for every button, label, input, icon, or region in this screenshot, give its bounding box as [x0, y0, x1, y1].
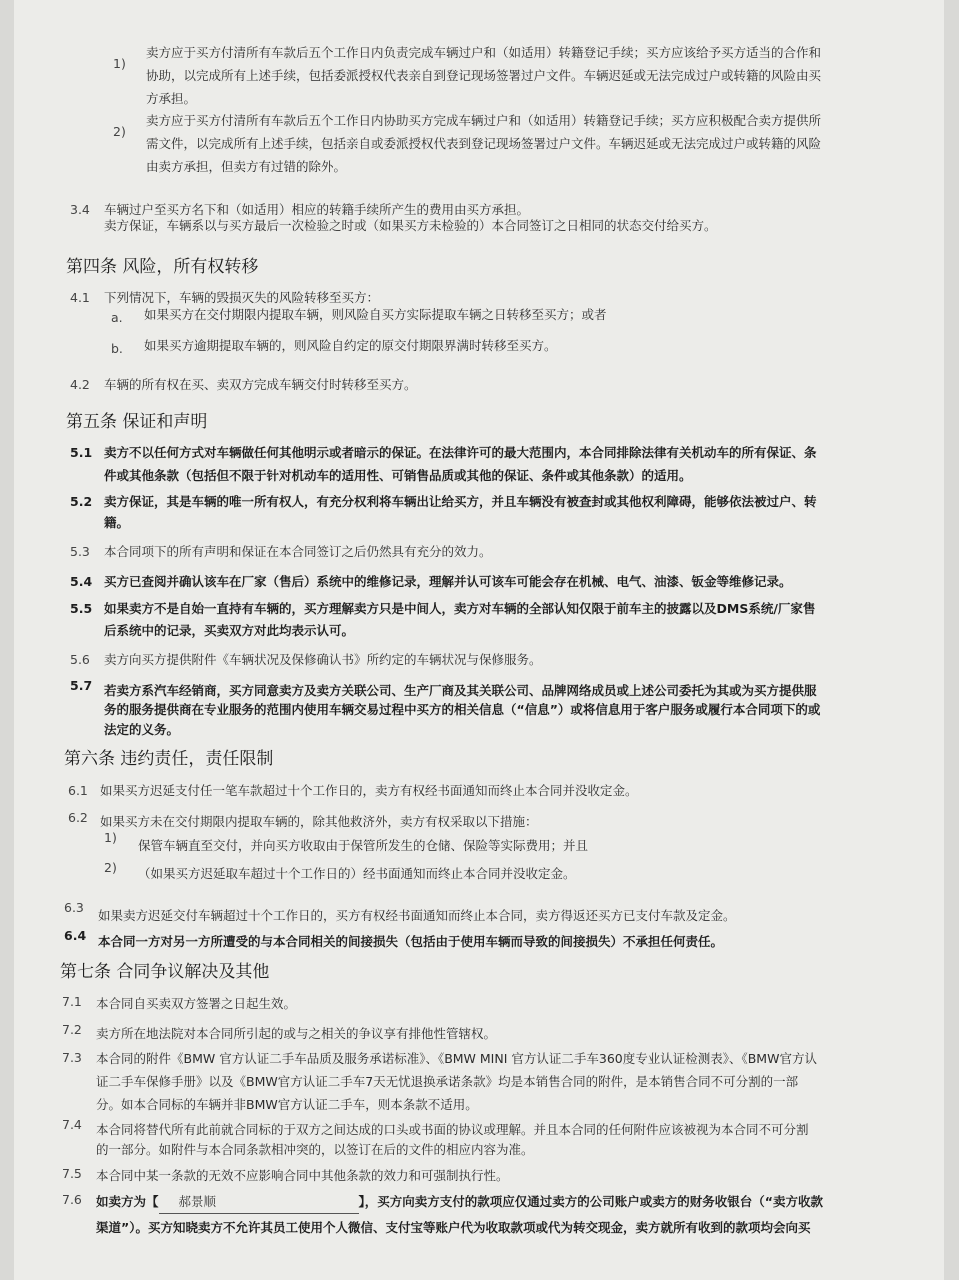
- clause-number: 5.2: [70, 494, 93, 509]
- clause-number: 5.3: [70, 544, 90, 559]
- item-line: 需文件，以完成所有上述手续，包括亲自或委派授权代表到登记现场签署过户文件。车辆迟延或无法完成过户或转籍的风险: [146, 136, 822, 151]
- item-line: （如果买方迟延取车超过十个工作日的）经书面通知而终止本合同并没收定金。: [138, 866, 576, 881]
- clause-number: 7.6: [62, 1192, 82, 1207]
- clause-number: 7.2: [62, 1022, 82, 1037]
- item-number: b.: [111, 341, 123, 356]
- item-number: 2): [104, 860, 117, 875]
- article-heading: 第六条 违约责任，责任限制: [64, 749, 274, 769]
- item-number: a.: [111, 310, 123, 325]
- clause-number: 3.4: [70, 202, 90, 217]
- clause-line: 卖方保证，车辆系以与买方最后一次检验之时或（如果买方未检验的）本合同签订之日相同的状态交付给买方。: [104, 218, 717, 233]
- clause-number: 5.6: [70, 652, 90, 667]
- clause-line: 若卖方系汽车经销商，买方同意卖方及卖方关联公司、生产厂商及其关联公司、品牌网络成员或上述公司委托为其或为买方提供服: [104, 683, 817, 698]
- clause-line: 卖方不以任何方式对车辆做任何其他明示或者暗示的保证。在法律许可的最大范围内，本合同排除法律有关机动车的所有保证、条: [104, 445, 817, 460]
- clause-line: 买方已查阅并确认该车在厂家（售后）系统中的维修记录，理解并认可该车可能会存在机械、电气、油漆、钣金等维修记录。: [104, 574, 792, 589]
- clause-line: 卖方保证，其是车辆的唯一所有权人，有充分权利将车辆出让给买方，并且车辆没有被查封或其他权利障碍，能够依法被过户、转: [104, 494, 817, 509]
- clause-number: 7.1: [62, 994, 82, 1009]
- clause-line: 下列情况下，车辆的毁损灭失的风险转移至买方：: [104, 290, 380, 305]
- clause-line: 本合同项下的所有声明和保证在本合同签订之后仍然具有充分的效力。: [104, 544, 492, 559]
- clause-number: 4.1: [70, 290, 90, 305]
- clause-number: 4.2: [70, 377, 90, 392]
- clause-line: 车辆过户至买方名下和（如适用）相应的转籍手续所产生的费用由买方承担。: [104, 202, 530, 217]
- clause-number: 6.4: [64, 928, 87, 943]
- clause-line: 本合同自买卖双方签署之日起生效。: [96, 996, 297, 1011]
- contract-page: [14, 0, 944, 1280]
- clause-line: 卖方向买方提供附件《车辆状况及保修确认书》所约定的车辆状况与保修服务。: [104, 652, 542, 667]
- item-line: 保管车辆直至交付，并向买方收取由于保管所发生的仓储、保险等实际费用；并且: [138, 838, 589, 853]
- clause-number: 7.3: [62, 1050, 82, 1065]
- clause-line: [96, 1190, 823, 1214]
- clause-number: 5.1: [70, 445, 93, 460]
- clause-number: 5.4: [70, 574, 93, 589]
- clause-line: 本合同的附件《BMW 官方认证二手车品质及服务承诺标准》、《BMW MINI 官方认证二手车360度专业认证检测表》、《BMW官方认: [96, 1051, 817, 1066]
- clause-number: 7.4: [62, 1117, 82, 1132]
- clause-line: 法定的义务。: [104, 722, 180, 737]
- article-heading: 第四条 风险，所有权转移: [66, 257, 259, 277]
- clause-line: 车辆的所有权在买、卖双方完成车辆交付时转移至买方。: [104, 377, 417, 392]
- clause-line: 卖方所在地法院对本合同所引起的或与之相关的争议享有排他性管辖权。: [96, 1026, 497, 1041]
- clause-line: 务的服务提供商在专业服务的范围内使用车辆交易过程中买方的相关信息（“信息”）或将信息用于客户服务或履行本合同项下的或: [104, 702, 821, 717]
- clause-line: 本合同中某一条款的无效不应影响合同中其他条款的效力和可强制执行性。: [96, 1168, 509, 1183]
- clause-line: 渠道”）。买方知晓卖方不允许其员工使用个人微信、支付宝等账户代为收取款项或代为转交现金，卖方就所有收到的款项均会向买: [96, 1220, 811, 1235]
- clause-number: 5.5: [70, 601, 93, 616]
- seller-suffix: 】，买方向卖方支付的款项应仅通过卖方的公司账户或卖方的财务收银台（“卖方收款: [358, 1194, 823, 1209]
- item-line: 如果买方在交付期限内提取车辆，则风险自买方实际提取车辆之日转移至买方；或者: [144, 307, 607, 322]
- item-line: 如果买方逾期提取车辆的，则风险自约定的原交付期限界满时转移至买方。: [144, 338, 557, 353]
- clause-line: 本合同一方对另一方所遭受的与本合同相关的间接损失（包括由于使用车辆而导致的间接损失）不承担任何责任。: [98, 934, 724, 949]
- clause-line: 分。如本合同标的车辆并非BMW官方认证二手车，则本条款不适用。: [96, 1097, 478, 1112]
- item-line: 卖方应于买方付清所有车款后五个工作日内负责完成车辆过户和（如适用）转籍登记手续；买方应该给予买方适当的合作和: [146, 45, 822, 60]
- clause-line: 的一部分。如附件与本合同条款相冲突的，以签订在后的文件的相应内容为准。: [96, 1142, 534, 1157]
- seller-prefix: 如卖方为【: [96, 1194, 159, 1209]
- item-line: 方承担。: [146, 91, 197, 106]
- clause-line: 如果卖方不是自始一直持有车辆的，买方理解卖方只是中间人，卖方对车辆的全部认知仅限于前车主的披露以及DMS系统/厂家售: [104, 601, 816, 616]
- item-number: 1): [113, 56, 126, 71]
- clause-number: 6.3: [64, 900, 84, 915]
- clause-line: 如果买方迟延支付任一笔车款超过十个工作日的，卖方有权经书面通知而终止本合同并没收定金。: [100, 783, 638, 798]
- clause-number: 6.2: [68, 810, 88, 825]
- clause-line: 本合同将替代所有此前就合同标的于双方之间达成的口头或书面的协议或理解。并且本合同的任何附件应该被视为本合同不可分割: [96, 1122, 809, 1137]
- item-number: 2): [113, 124, 126, 139]
- clause-line: 籍。: [104, 515, 130, 530]
- clause-line: 如果卖方迟延交付车辆超过十个工作日的，买方有权经书面通知而终止本合同，卖方得返还买方已支付车款及定金。: [98, 908, 736, 923]
- article-heading: 第七条 合同争议解决及其他: [60, 962, 270, 982]
- seller-name-field[interactable]: 郝景顺: [159, 1190, 359, 1214]
- article-heading: 第五条 保证和声明: [66, 412, 208, 432]
- clause-line: 证二手车保修手册》以及《BMW官方认证二手车7天无忧退换承诺条款》均是本销售合同的附件，是本销售合同不可分割的一部: [96, 1074, 799, 1089]
- clause-line: 后系统中的记录，买卖双方对此均表示认可。: [104, 623, 355, 638]
- clause-line: 如果买方未在交付期限内提取车辆的，除其他救济外，卖方有权采取以下措施：: [100, 814, 538, 829]
- item-line: 协助，以完成所有上述手续，包括委派授权代表亲自到登记现场签署过户文件。车辆迟延或无法完成过户或转籍的风险由买: [146, 68, 822, 83]
- clause-number: 6.1: [68, 783, 88, 798]
- clause-number: 7.5: [62, 1166, 82, 1181]
- item-number: 1): [104, 830, 117, 845]
- item-line: 由卖方承担，但卖方有过错的除外。: [146, 159, 347, 174]
- clause-number: 5.7: [70, 678, 93, 693]
- clause-line: 件或其他条款（包括但不限于针对机动车的适用性、可销售品质或其他的保证、条件或其他条款）的适用。: [104, 468, 692, 483]
- item-line: 卖方应于买方付清所有车款后五个工作日内协助买方完成车辆过户和（如适用）转籍登记手续；买方应积极配合卖方提供所: [146, 113, 822, 128]
